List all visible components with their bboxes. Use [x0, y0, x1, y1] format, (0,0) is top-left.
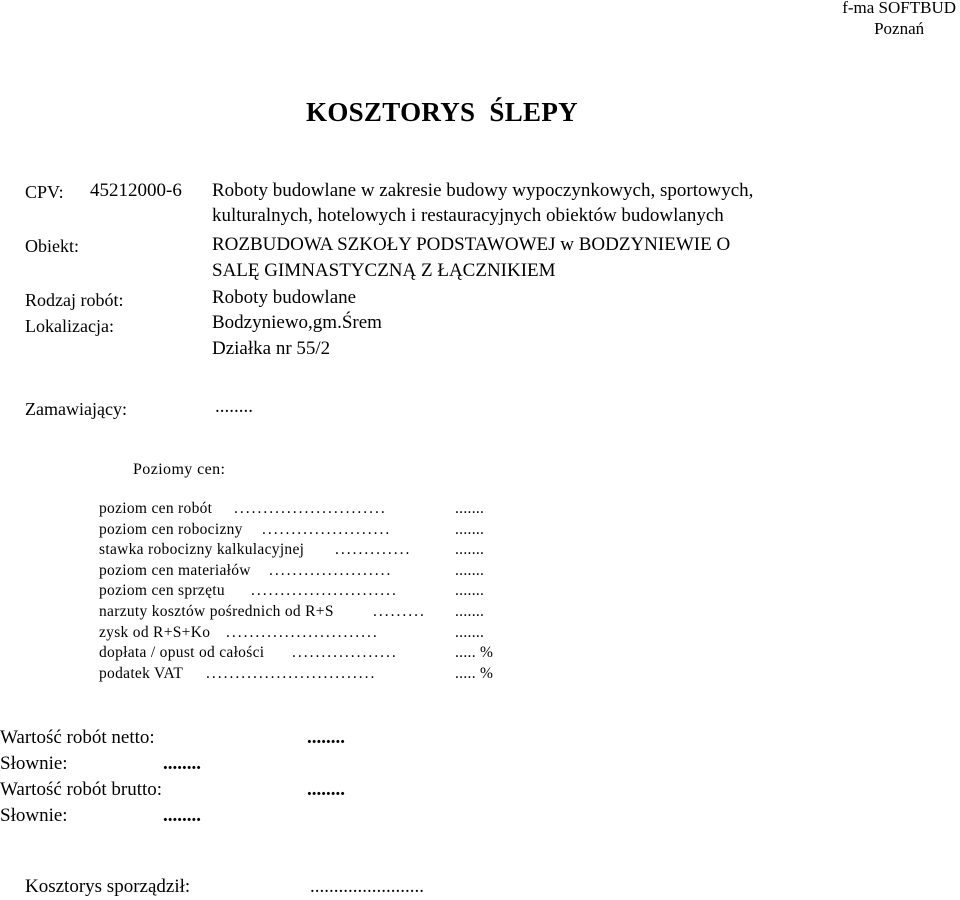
cpv-code: 45212000-6	[90, 180, 182, 201]
obiekt-label: Obiekt:	[25, 236, 79, 256]
price-level-row	[99, 540, 519, 561]
zamawiajacy-value: ........	[215, 396, 253, 417]
slownie-netto-value: ........	[163, 753, 201, 774]
price-level-leader-dots: ..................	[292, 644, 398, 662]
price-level-row	[99, 643, 519, 664]
price-level-leader-dots: ..........................	[226, 623, 379, 641]
price-level-name: poziom cen sprzętu	[99, 582, 225, 600]
wartosc-brutto-value: ........	[307, 779, 345, 800]
wartosc-netto-value: ........	[307, 727, 345, 748]
obiekt-line1: ROZBUDOWA SZKOŁY PODSTAWOWEJ w BODZYNIEWIE O	[212, 234, 731, 255]
rodzaj-robot-label: Rodzaj robót:	[25, 290, 124, 310]
company-header	[842, 0, 956, 39]
price-level-row	[99, 602, 519, 623]
price-level-name: dopłata / opust od całości	[99, 644, 265, 662]
price-level-leader-dots: .............................	[206, 664, 377, 682]
price-level-value: .......	[455, 602, 485, 620]
price-level-value: .......	[455, 541, 485, 559]
cpv-description-line1: Roboty budowlane w zakresie budowy wypoczynkowych, sportowych,	[212, 180, 754, 201]
slownie-brutto-label: Słownie:	[0, 805, 68, 826]
price-level-row	[99, 520, 519, 541]
price-level-name: podatek VAT	[99, 664, 184, 682]
price-level-value: ..... %	[455, 644, 494, 662]
obiekt-line2: SALĘ GIMNASTYCZNĄ Z ŁĄCZNIKIEM	[212, 260, 556, 281]
price-level-leader-dots: .........	[373, 602, 426, 620]
price-level-name: poziom cen robót	[99, 500, 213, 517]
zamawiajacy-label: Zamawiający:	[25, 399, 127, 419]
price-level-value: .......	[455, 520, 485, 538]
slownie-netto-label: Słownie:	[0, 753, 68, 774]
price-levels-list	[99, 499, 519, 684]
price-level-row	[99, 664, 519, 685]
price-level-name: stawka robocizny kalkulacyjnej	[99, 541, 305, 559]
slownie-brutto-value: ........	[163, 805, 201, 826]
wartosc-netto-label: Wartość robót netto:	[0, 727, 155, 748]
price-level-row	[99, 499, 519, 520]
price-level-row	[99, 623, 519, 644]
cpv-description-line2: kulturalnych, hotelowych i restauracyjnych obiektów budowlanych	[212, 205, 724, 226]
price-level-name: poziom cen materiałów	[99, 561, 251, 579]
price-levels-heading: Poziomy cen:	[133, 461, 226, 478]
price-level-leader-dots: .....................	[269, 561, 393, 579]
company-name: f-ma SOFTBUD	[842, 0, 956, 17]
cpv-label: CPV:	[25, 182, 64, 202]
price-level-name: narzuty kosztów pośrednich od R+S	[99, 602, 334, 620]
price-level-value: .......	[455, 500, 485, 517]
price-level-value: ..... %	[455, 664, 494, 682]
price-level-value: .......	[455, 623, 485, 641]
price-level-leader-dots: .........................	[251, 582, 398, 600]
price-level-value: .......	[455, 561, 485, 579]
lokalizacja-line2: Działka nr 55/2	[212, 338, 331, 359]
company-city: Poznań	[874, 19, 925, 38]
lokalizacja-label: Lokalizacja:	[25, 316, 114, 336]
rodzaj-robot-value: Roboty budowlane	[212, 287, 357, 308]
price-level-name: poziom cen robocizny	[99, 520, 243, 538]
wartosc-brutto-label: Wartość robót brutto:	[0, 779, 163, 800]
document-title: KOSZTORYS ŚLEPY	[306, 97, 578, 127]
price-level-leader-dots: .............	[335, 541, 412, 559]
price-level-value: .......	[455, 582, 485, 600]
prepared-by-value: ........................	[310, 876, 424, 897]
price-level-leader-dots: ......................	[262, 520, 392, 538]
price-level-name: zysk od R+S+Ko	[99, 623, 211, 641]
price-level-row	[99, 581, 519, 602]
price-level-leader-dots: ..........................	[234, 500, 387, 517]
price-level-row	[99, 561, 519, 582]
lokalizacja-line1: Bodzyniewo,gm.Śrem	[212, 312, 382, 333]
prepared-by-label: Kosztorys sporządził:	[25, 876, 191, 897]
